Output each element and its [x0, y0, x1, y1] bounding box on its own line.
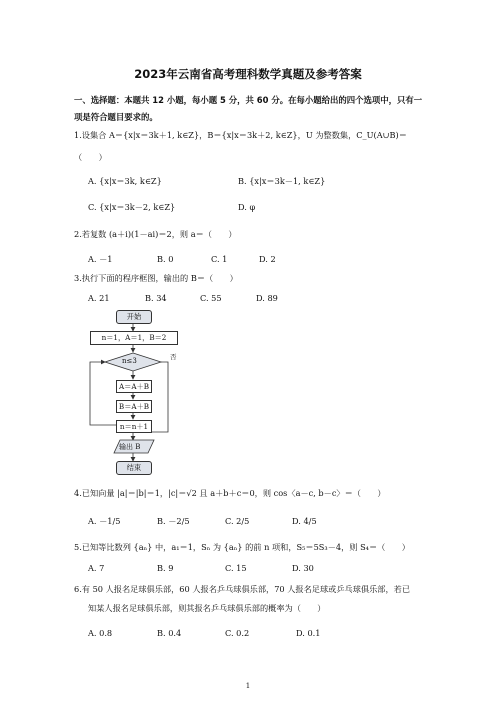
flowchart-end: 结束	[116, 461, 152, 475]
page-title: 2023年云南省高考理科数学真题及参考答案	[134, 67, 362, 81]
question-5-option-b: B. 9	[157, 563, 174, 573]
question-2-option-d: D. 2	[259, 254, 276, 264]
question-6-stem: 6.有 50 人报名足球俱乐部，60 人报名乒乓球俱乐部，70 人报名足球或乒乓球俱乐部，若已	[74, 584, 411, 594]
flowchart-step-n: n＝n＋1	[116, 420, 152, 433]
question-2-option-a: A. －1	[88, 254, 113, 264]
question-5-stem: 5.已知等比数列 {aₙ} 中，a₁＝1，Sₙ 为 {aₙ} 的前 n 项和，S₅＝5S₃－4，则 S₄＝（ ）	[74, 542, 410, 552]
question-1-paren: （ ）	[74, 152, 107, 162]
question-5-option-a: A. 7	[88, 563, 105, 573]
question-1-option-a: A. {x|x＝3k, k∈Z}	[88, 176, 162, 186]
question-4-option-c: C. 2/5	[225, 516, 250, 526]
question-5-option-c: C. 15	[225, 563, 247, 573]
question-2-stem: 2.若复数 (a＋i)(1－ai)＝2，则 a＝（ ）	[74, 229, 237, 239]
flowchart-step-b: B＝A＋B	[116, 400, 152, 413]
question-3-option-d: D. 89	[256, 293, 278, 303]
page-number: 1	[245, 682, 251, 690]
question-3-stem: 3.执行下面的程序框图，输出的 B＝（ ）	[74, 273, 238, 283]
question-4-option-d: D. 4/5	[292, 516, 317, 526]
question-1-option-c: C. {x|x＝3k－2, k∈Z}	[88, 202, 176, 212]
question-6-option-c: C. 0.2	[225, 628, 250, 638]
question-4-stem: 4.已知向量 |a|＝|b|＝1，|c|＝√2 且 a＋b＋c＝0，则 cos〈a－c, b－c〉＝（ ）	[74, 488, 386, 498]
question-3-option-a: A. 21	[88, 293, 110, 303]
flowchart-start: 开始	[116, 310, 152, 324]
question-1-option-b: B. {x|x＝3k－1, k∈Z}	[238, 176, 326, 186]
flowchart-init: n＝1，A＝1，B＝2	[90, 331, 178, 345]
question-3-option-b: B. 34	[145, 293, 167, 303]
question-5-option-d: D. 30	[292, 563, 314, 573]
question-4-option-a: A. －1/5	[88, 516, 121, 526]
question-2-option-c: C. 1	[211, 254, 228, 264]
question-1-option-d: D. φ	[238, 202, 256, 212]
question-6-stem-continued: 知某人报名足球俱乐部，则其报名乒乓球俱乐部的概率为（ ）	[88, 603, 326, 613]
question-4-option-b: B. －2/5	[157, 516, 190, 526]
question-1-stem: 1.设集合 A＝{x|x＝3k＋1, k∈Z}，B＝{x|x＝3k＋2, k∈Z}，U 为整数集，C_U(A∪B)＝	[74, 130, 407, 140]
flowchart-output: 输出 B	[119, 443, 141, 451]
flowchart-no-label: 否	[170, 353, 177, 361]
question-6-option-d: D. 0.1	[296, 628, 321, 638]
flowchart-step-a: A＝A＋B	[116, 380, 152, 393]
section-heading: 一、选择题：本题共 12 小题，每小题 5 分，共 60 分。在每小题给出的四个选项中，只有一项是符合题目要求的。	[74, 95, 423, 122]
flowchart-condition: n≤3	[122, 357, 137, 365]
question-6-option-b: B. 0.4	[157, 628, 182, 638]
question-3-option-c: C. 55	[200, 293, 222, 303]
question-2-option-b: B. 0	[157, 254, 174, 264]
question-6-option-a: A. 0.8	[88, 628, 113, 638]
